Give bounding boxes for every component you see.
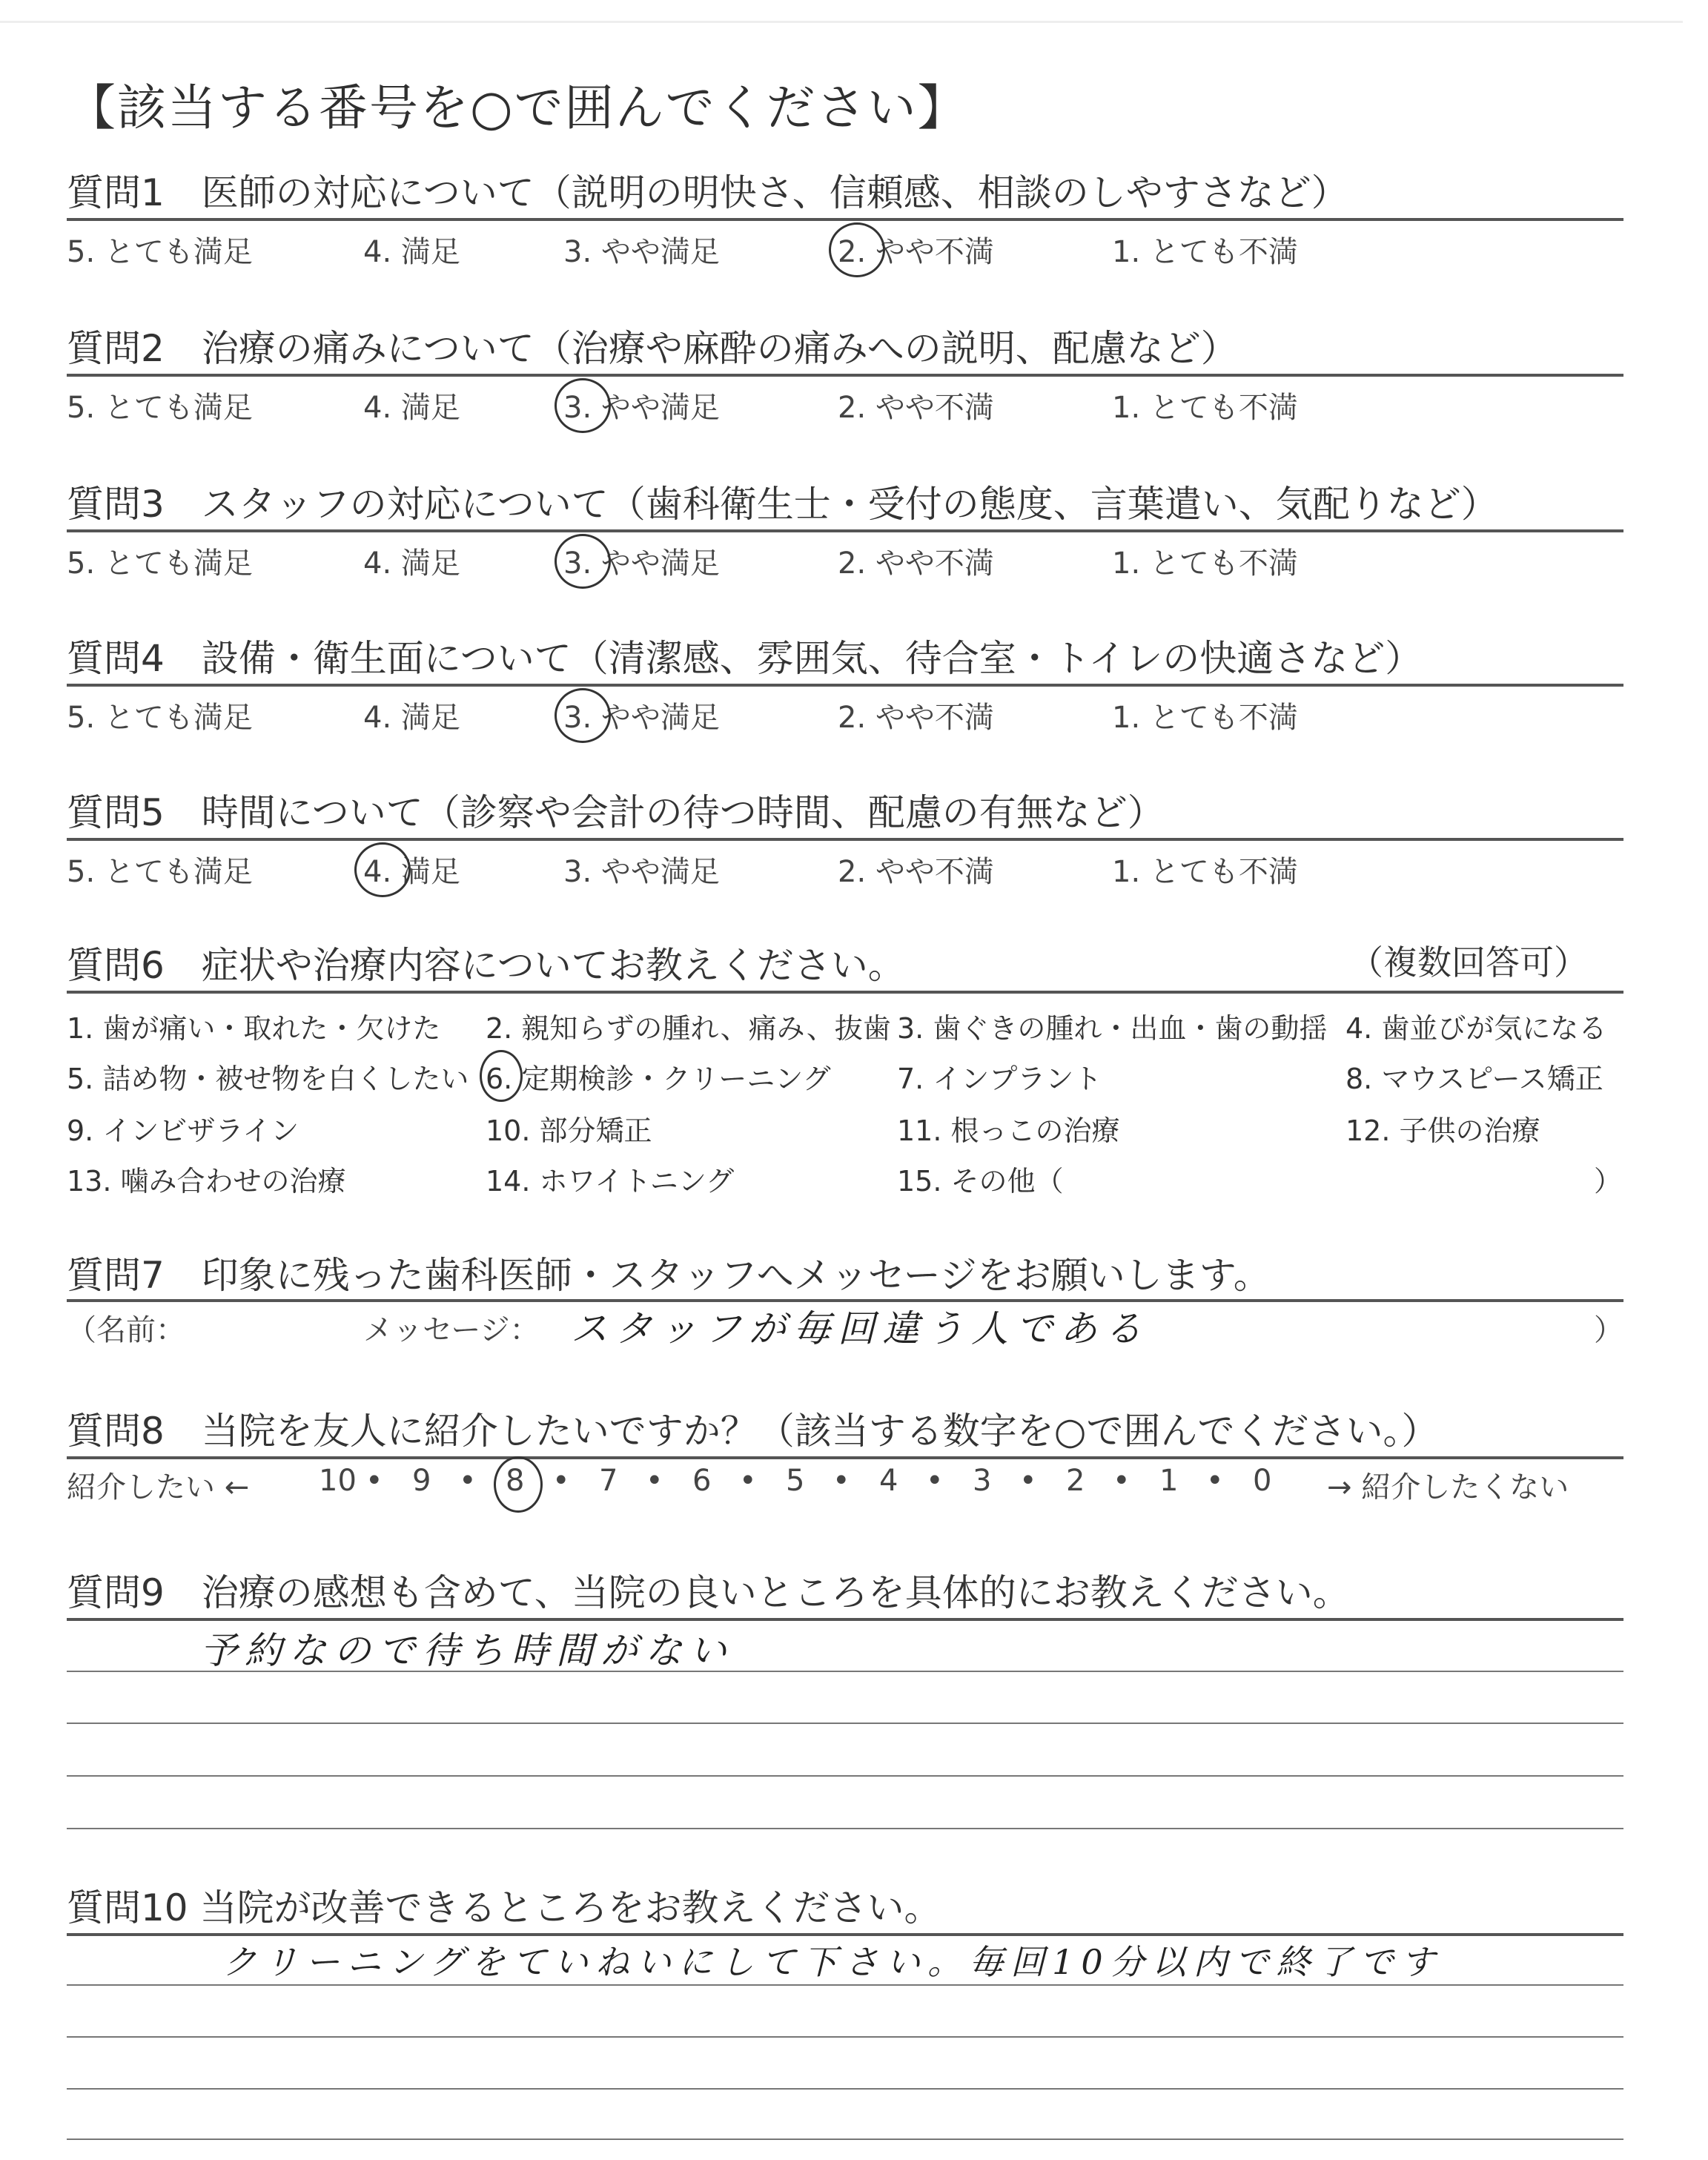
page-header: 【該当する番号を○で囲んでください】 xyxy=(67,79,968,136)
q3-option[interactable]: 5. とても満足 xyxy=(67,546,253,581)
q8-number[interactable]: 1 xyxy=(1159,1464,1179,1498)
q1-option[interactable]: 2. やや不満 xyxy=(838,235,994,269)
q6-option[interactable]: 4. 歯並びが気になる xyxy=(1345,1012,1607,1045)
q8-number[interactable]: 9 xyxy=(412,1464,431,1498)
q4-option[interactable]: 2. やや不満 xyxy=(838,701,994,735)
q6-option[interactable]: 5. 詰め物・被せ物を白くしたい xyxy=(67,1063,469,1095)
selection-circle xyxy=(829,222,885,277)
q6-option[interactable]: 6. 定期検診・クリーニング xyxy=(486,1063,831,1095)
q7-message-value[interactable]: スタッフが毎回違う人である xyxy=(571,1307,1149,1350)
q9-answer[interactable]: 予約なので待ち時間がない xyxy=(200,1629,734,1672)
q4-rule xyxy=(67,684,1623,687)
q6-option[interactable]: 9. インビザライン xyxy=(67,1114,299,1147)
q9-writing-line xyxy=(67,1671,1623,1672)
selection-circle xyxy=(480,1050,523,1102)
q4-option[interactable]: 1. とても不満 xyxy=(1112,701,1298,735)
q7-close: ） xyxy=(1594,1313,1623,1347)
q2-option[interactable]: 1. とても不満 xyxy=(1112,391,1298,425)
q4-option[interactable]: 5. とても満足 xyxy=(67,701,253,735)
q1-option[interactable]: 5. とても満足 xyxy=(67,235,253,269)
q2-option[interactable]: 2. やや不満 xyxy=(838,391,994,425)
q3-title: 質問3 スタッフの対応について（歯科衛生士・受付の態度、言葉遣い、気配りなど） xyxy=(67,483,1498,526)
selection-circle xyxy=(555,688,611,743)
q2-option[interactable]: 4. 満足 xyxy=(363,391,460,425)
page-top-edge xyxy=(0,21,1683,23)
q10-writing-line xyxy=(67,2036,1623,2038)
q8-separator-dot: • xyxy=(739,1464,757,1498)
q3-option[interactable]: 1. とても不満 xyxy=(1112,546,1298,581)
q10-writing-line xyxy=(67,1984,1623,1986)
q10-writing-line xyxy=(67,2088,1623,2090)
q4-option[interactable]: 4. 満足 xyxy=(363,701,460,735)
q6-option[interactable]: 15. その他（ xyxy=(897,1165,1064,1198)
q8-number[interactable]: 8 xyxy=(506,1464,525,1498)
q10-answer[interactable]: クリーニングをていねいにして下さい。毎回10分以内で終了です xyxy=(222,1942,1443,1982)
q8-separator-dot: • xyxy=(833,1464,850,1498)
q8-right-label: → 紹介したくない xyxy=(1327,1470,1569,1505)
q4-title: 質問4 設備・衛生面について（清潔感、雰囲気、待合室・トイレの快適さなど） xyxy=(67,637,1423,680)
q5-option[interactable]: 2. やや不満 xyxy=(838,855,994,889)
q9-writing-line xyxy=(67,1723,1623,1724)
q7-title: 質問7 印象に残った歯科医師・スタッフへメッセージをお願いします。 xyxy=(67,1254,1271,1297)
q10-writing-line xyxy=(67,2138,1623,2140)
q8-number[interactable]: 5 xyxy=(786,1464,805,1498)
selection-circle xyxy=(555,534,611,589)
q8-number[interactable]: 4 xyxy=(879,1464,898,1498)
q8-number[interactable]: 10 xyxy=(319,1464,357,1498)
q6-option[interactable]: 1. 歯が痛い・取れた・欠けた xyxy=(67,1012,441,1045)
q3-option[interactable]: 4. 満足 xyxy=(363,546,460,581)
q3-option[interactable]: 2. やや不満 xyxy=(838,546,994,581)
q8-number[interactable]: 0 xyxy=(1253,1464,1272,1498)
q8-separator-dot: • xyxy=(1113,1464,1131,1498)
q6-option[interactable]: 14. ホワイトニング xyxy=(486,1165,735,1198)
q1-rule xyxy=(67,218,1623,221)
q5-option[interactable]: 5. とても満足 xyxy=(67,855,253,889)
q1-option[interactable]: 1. とても不満 xyxy=(1112,235,1298,269)
q5-rule xyxy=(67,838,1623,841)
q8-separator-dot: • xyxy=(646,1464,663,1498)
q9-writing-line xyxy=(67,1775,1623,1777)
q7-name-label: （名前： xyxy=(67,1313,185,1347)
q8-number[interactable]: 2 xyxy=(1066,1464,1085,1498)
q9-writing-line xyxy=(67,1828,1623,1829)
q3-option[interactable]: 3. やや満足 xyxy=(563,546,720,581)
q1-option[interactable]: 3. やや満足 xyxy=(563,235,720,269)
q6-option[interactable]: 12. 子供の治療 xyxy=(1345,1114,1540,1147)
q2-rule xyxy=(67,374,1623,377)
q8-separator-dot: • xyxy=(1019,1464,1037,1498)
q4-option[interactable]: 3. やや満足 xyxy=(563,701,720,735)
q6-option[interactable]: 8. マウスピース矯正 xyxy=(1345,1063,1603,1095)
q5-option[interactable]: 4. 満足 xyxy=(363,855,460,889)
q1-option[interactable]: 4. 満足 xyxy=(363,235,460,269)
q7-message-label: メッセージ： xyxy=(363,1313,540,1347)
q8-separator-dot: • xyxy=(552,1464,570,1498)
q6-option[interactable]: 7. インプラント xyxy=(897,1063,1102,1095)
q6-rule xyxy=(67,991,1623,994)
q2-title: 質問2 治療の痛みについて（治療や麻酔の痛みへの説明、配慮など） xyxy=(67,327,1238,370)
q8-title: 質問8 当院を友人に紹介したいですか？（該当する数字を○で囲んでください。） xyxy=(67,1410,1439,1453)
q8-separator-dot: • xyxy=(365,1464,383,1498)
q8-separator-dot: • xyxy=(459,1464,477,1498)
q2-option[interactable]: 5. とても満足 xyxy=(67,391,253,425)
q1-title: 質問1 医師の対応について（説明の明快さ、信頼感、相談のしやすさなど） xyxy=(67,171,1348,214)
selection-circle xyxy=(494,1456,543,1513)
q5-option[interactable]: 1. とても不満 xyxy=(1112,855,1298,889)
q8-number[interactable]: 3 xyxy=(973,1464,992,1498)
q3-rule xyxy=(67,529,1623,532)
q8-rule xyxy=(67,1456,1623,1459)
q6-option[interactable]: 11. 根っこの治療 xyxy=(897,1114,1120,1147)
q8-number[interactable]: 7 xyxy=(599,1464,618,1498)
q8-number[interactable]: 6 xyxy=(692,1464,712,1498)
q2-option[interactable]: 3. やや満足 xyxy=(563,391,720,425)
q8-left-label: 紹介したい ← xyxy=(67,1470,250,1505)
q10-title: 質問10 当院が改善できるところをお教えください。 xyxy=(67,1886,941,1929)
q8-separator-dot: • xyxy=(1206,1464,1224,1498)
q5-title: 質問5 時間について（診察や会計の待つ時間、配慮の有無など） xyxy=(67,791,1165,834)
q6-option[interactable]: 13. 噛み合わせの治療 xyxy=(67,1165,346,1198)
q6-option[interactable]: 2. 親知らずの腫れ、痛み、抜歯 xyxy=(486,1012,891,1045)
selection-circle xyxy=(555,378,611,433)
q6-option[interactable]: ） xyxy=(1594,1165,1623,1198)
q8-separator-dot: • xyxy=(926,1464,944,1498)
q9-title: 質問9 治療の感想も含めて、当院の良いところを具体的にお教えください。 xyxy=(67,1571,1350,1614)
q6-option[interactable]: 3. 歯ぐきの腫れ・出血・歯の動揺 xyxy=(897,1012,1328,1045)
q5-option[interactable]: 3. やや満足 xyxy=(563,855,720,889)
q6-note: （複数回答可） xyxy=(1349,942,1588,982)
q6-option[interactable]: 10. 部分矯正 xyxy=(486,1114,652,1147)
selection-circle xyxy=(354,842,411,897)
q6-title: 質問6 症状や治療内容についてお教えください。 xyxy=(67,944,905,987)
